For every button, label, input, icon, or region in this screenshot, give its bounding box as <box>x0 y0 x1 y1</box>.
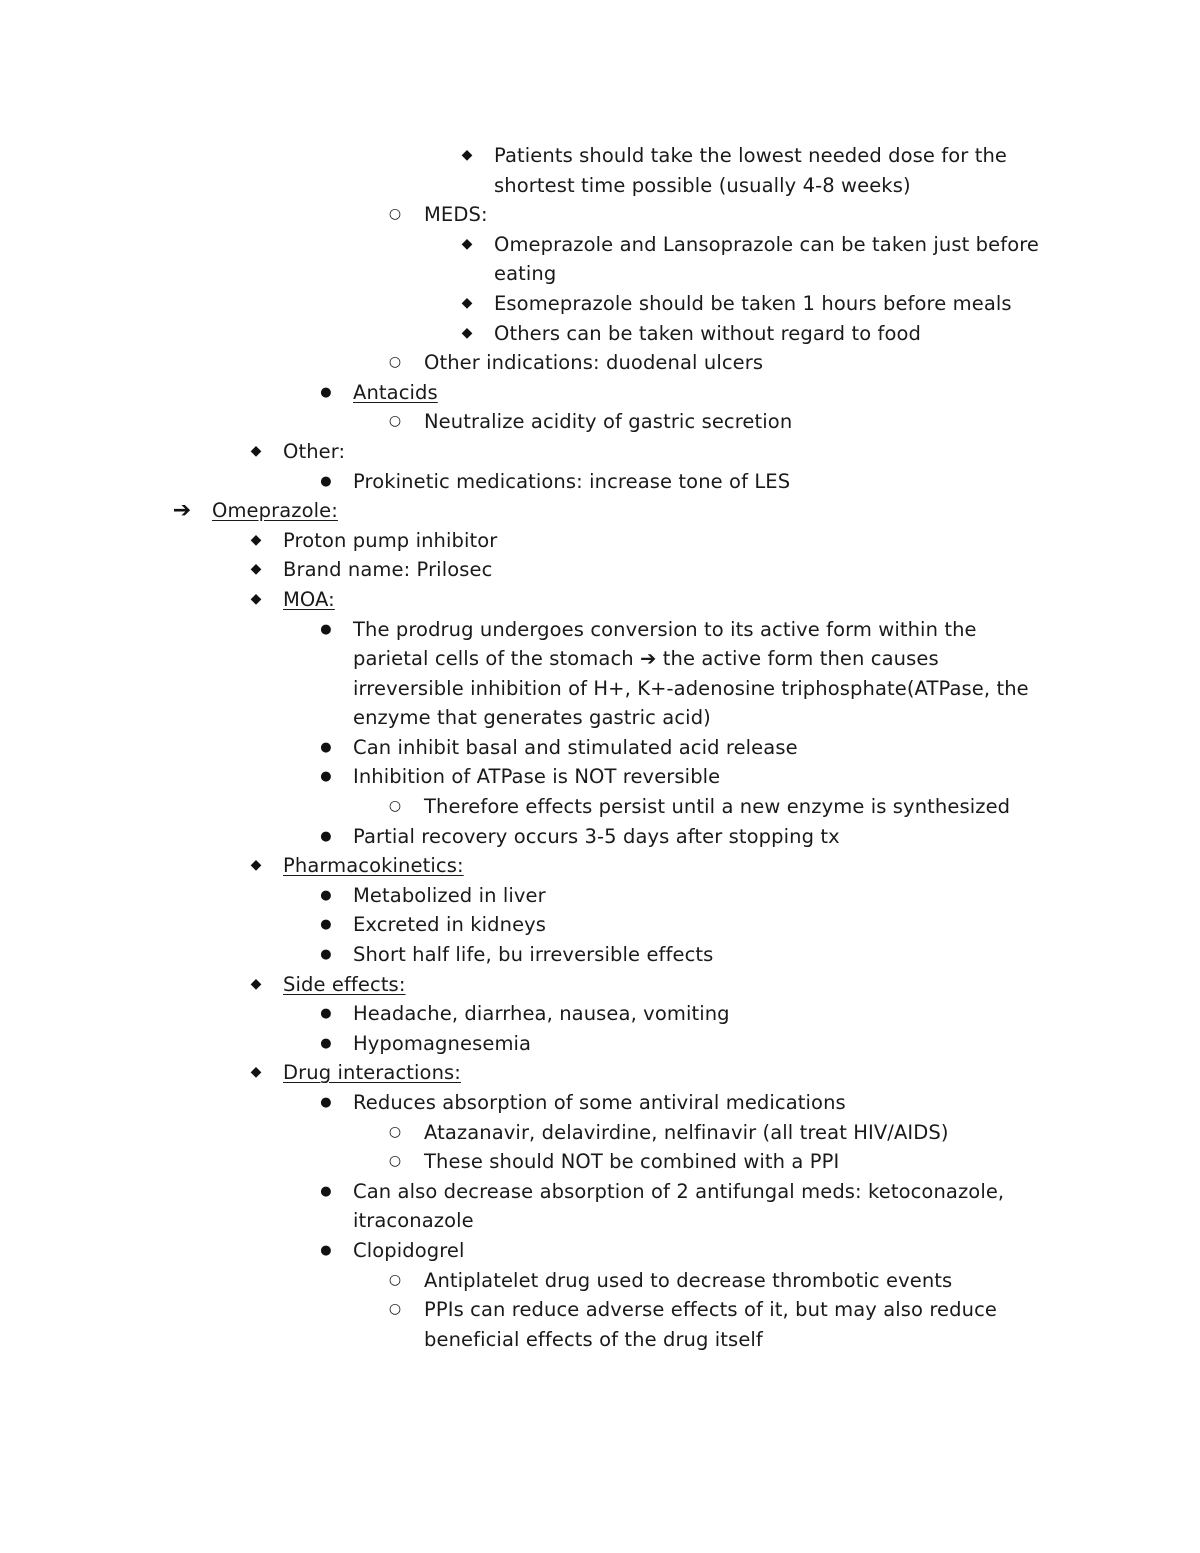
outline-item <box>0 1029 1053 1059</box>
outline-item <box>0 230 1054 289</box>
outline-text: Antiplatelet drug used to decrease thrombotic events <box>424 1268 953 1292</box>
outline-text: Excreted in kidneys <box>353 913 547 937</box>
outline-item <box>0 1266 1049 1296</box>
outline-item <box>0 940 1053 970</box>
outline-text: Brand name: Prilosec <box>283 558 493 582</box>
dot-bullet-icon: ● <box>320 621 332 637</box>
outline-text: MEDS: <box>424 203 488 227</box>
outline-text: These should NOT be combined with a PPI <box>424 1150 840 1174</box>
circle-bullet-icon: ○ <box>388 354 402 371</box>
circle-bullet-icon: ○ <box>388 413 402 430</box>
outline-item <box>0 792 1049 822</box>
diamond-bullet-icon: ◆ <box>250 561 262 578</box>
outline-text: Metabolized in liver <box>353 883 546 907</box>
dot-bullet-icon: ● <box>320 1035 332 1051</box>
outline-item <box>0 1236 1053 1266</box>
outline-text: Can inhibit basal and stimulated acid release <box>353 735 798 759</box>
notes-outline <box>0 141 1200 1354</box>
dot-bullet-icon: ● <box>320 1183 332 1199</box>
outline-item <box>0 999 1053 1029</box>
outline-text: Can also decrease absorption of 2 antifungal meds: ketoconazole, itraconazole <box>353 1179 1005 1233</box>
outline-text: Esomeprazole should be taken 1 hours before meals <box>494 291 1012 315</box>
outline-item <box>0 970 1043 1000</box>
outline-item <box>0 1147 1049 1177</box>
circle-bullet-icon: ○ <box>388 798 402 815</box>
outline-text: Inhibition of ATPase is NOT reversible <box>353 765 721 789</box>
diamond-bullet-icon: ◆ <box>250 590 262 607</box>
outline-text: Clopidogrel <box>353 1238 465 1262</box>
circle-bullet-icon: ○ <box>388 1123 402 1140</box>
outline-item <box>0 733 1053 763</box>
dot-bullet-icon: ● <box>320 887 332 903</box>
outline-item <box>0 407 1049 437</box>
outline-item <box>0 615 1053 733</box>
outline-item <box>0 289 1054 319</box>
dot-bullet-icon: ● <box>320 769 332 785</box>
outline-item <box>0 762 1053 792</box>
diamond-bullet-icon: ◆ <box>461 147 473 163</box>
dot-bullet-icon: ● <box>320 384 332 400</box>
outline-item <box>0 496 1032 526</box>
circle-bullet-icon: ○ <box>388 1301 402 1318</box>
outline-text: Other indications: duodenal ulcers <box>424 351 764 375</box>
outline-item <box>0 555 1043 585</box>
outline-text: Proton pump inhibitor <box>283 528 498 552</box>
diamond-bullet-icon: ◆ <box>250 531 262 548</box>
outline-item <box>0 822 1053 852</box>
outline-item <box>0 1058 1043 1088</box>
circle-bullet-icon: ○ <box>388 1271 402 1288</box>
outline-item <box>0 1088 1053 1118</box>
dot-bullet-icon: ● <box>320 947 332 963</box>
outline-text: Others can be taken without regard to food <box>494 321 922 345</box>
outline-item <box>0 348 1049 378</box>
diamond-bullet-icon: ◆ <box>250 857 262 874</box>
outline-item <box>0 467 1053 497</box>
dot-bullet-icon: ● <box>320 1095 332 1110</box>
dot-bullet-icon: ● <box>320 828 332 844</box>
circle-bullet-icon: ○ <box>388 1153 402 1170</box>
outline-text: The prodrug undergoes conversion to its active form within the parietal cells of the stomach ➔ the active form then causes irreversible inhibition of H+, K+-adenosine triphosphate(ATPase, the enzyme that generates gastric acid) <box>353 617 1029 730</box>
section-heading: Drug interactions: <box>283 1061 461 1085</box>
diamond-bullet-icon: ◆ <box>461 235 473 252</box>
outline-text: Reduces absorption of some antiviral medications <box>353 1091 846 1114</box>
dot-bullet-icon: ● <box>320 917 332 933</box>
outline-text: PPIs can reduce adverse effects of it, but may also reduce beneficial effects of the drug itself <box>424 1298 997 1351</box>
outline-item <box>0 881 1053 911</box>
outline-text: Hypomagnesemia <box>353 1031 532 1055</box>
diamond-bullet-icon: ◆ <box>250 1064 262 1081</box>
section-heading: Omeprazole: <box>212 499 338 523</box>
diamond-bullet-icon: ◆ <box>461 324 473 341</box>
outline-text: Patients should take the lowest needed dose for the shortest time possible (usually 4-8 weeks) <box>494 144 1008 197</box>
outline-item <box>0 1118 1049 1148</box>
outline-text: Other: <box>283 439 346 463</box>
outline-item <box>0 141 1054 200</box>
outline-item <box>0 526 1043 556</box>
section-heading: MOA: <box>283 587 335 611</box>
dot-bullet-icon: ● <box>320 1006 332 1022</box>
outline-item <box>0 319 1054 349</box>
dot-bullet-icon: ● <box>320 473 332 489</box>
diamond-bullet-icon: ◆ <box>250 442 262 459</box>
outline-text: Atazanavir, delavirdine, nelfinavir (all treat HIV/AIDS) <box>424 1120 949 1144</box>
outline-item <box>0 1177 1053 1236</box>
outline-item <box>0 910 1053 940</box>
outline-text: Therefore effects persist until a new enzyme is synthesized <box>424 795 1011 819</box>
outline-item <box>0 851 1043 881</box>
circle-bullet-icon: ○ <box>388 206 402 223</box>
diamond-bullet-icon: ◆ <box>250 975 262 992</box>
section-heading: Side effects: <box>283 972 406 996</box>
outline-item <box>0 200 1049 230</box>
outline-text: Prokinetic medications: increase tone of LES <box>353 469 791 493</box>
outline-item <box>0 437 1043 467</box>
diamond-bullet-icon: ◆ <box>461 294 473 311</box>
outline-item <box>0 585 1043 615</box>
dot-bullet-icon: ● <box>320 1242 332 1258</box>
outline-item <box>0 378 1053 408</box>
section-heading: Pharmacokinetics: <box>283 854 464 878</box>
outline-text: Short half life, bu irreversible effects <box>353 943 714 967</box>
outline-text: Partial recovery occurs 3-5 days after stopping tx <box>353 824 840 848</box>
dot-bullet-icon: ● <box>320 739 332 755</box>
section-heading: Antacids <box>353 380 438 404</box>
outline-text: Headache, diarrhea, nausea, vomiting <box>353 1002 730 1026</box>
outline-text: Omeprazole and Lansoprazole can be taken just before eating <box>494 232 1040 286</box>
outline-text: Neutralize acidity of gastric secretion <box>424 410 793 434</box>
outline-item <box>0 1295 1049 1354</box>
arrow-right-icon: ➔ <box>172 498 192 524</box>
